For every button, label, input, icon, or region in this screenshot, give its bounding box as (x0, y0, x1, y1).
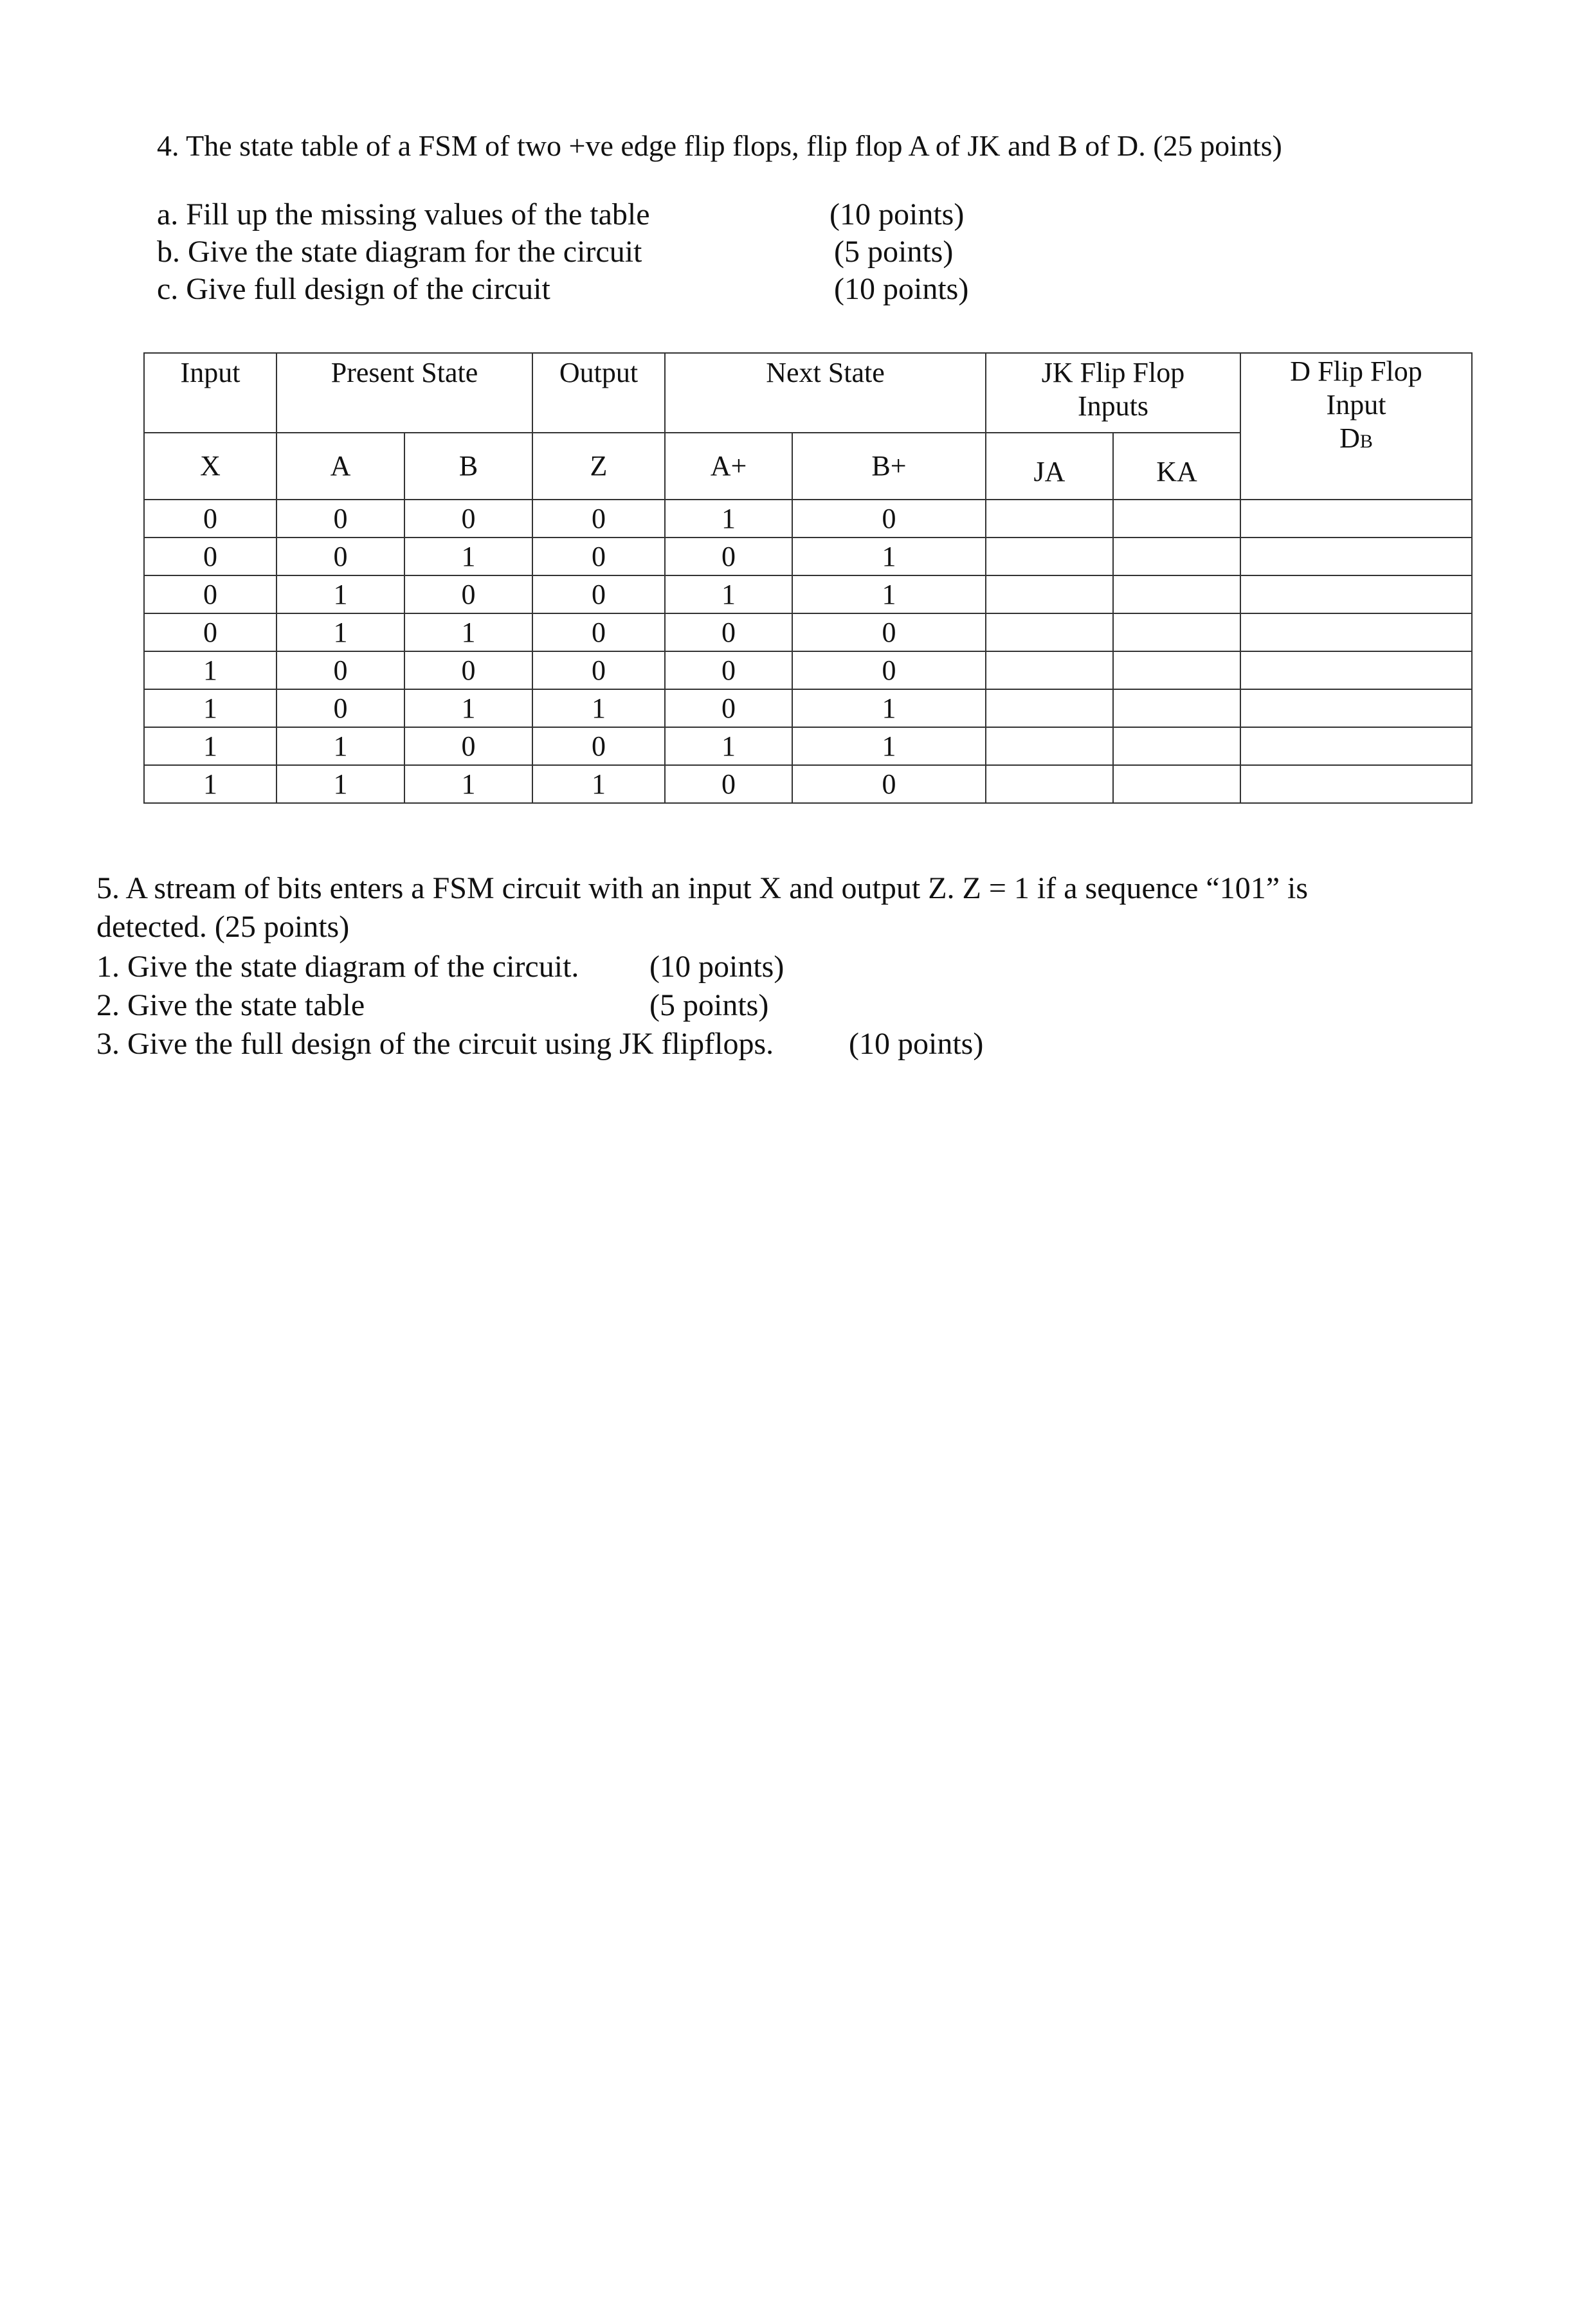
cell-a: 0 (277, 500, 404, 538)
cell-a: 1 (277, 613, 404, 651)
cell-db (1240, 689, 1472, 727)
cell-ka (1113, 727, 1240, 765)
header-present-state: Present State (277, 353, 532, 433)
header-output: Output (532, 353, 665, 433)
col-header-a: A (277, 433, 404, 500)
cell-db (1240, 575, 1472, 613)
cell-ka (1113, 538, 1240, 575)
cell-z: 0 (532, 538, 665, 575)
table-row (144, 538, 1472, 575)
header-input: Input (144, 353, 277, 433)
question-4-title: 4. The state table of a FSM of two +ve edge flip flops, flip flop A of JK and B of D. (25 points) (157, 129, 1282, 162)
state-table (143, 352, 1473, 804)
cell-db (1240, 500, 1472, 538)
cell-b: 1 (404, 613, 532, 651)
cell-a: 1 (277, 727, 404, 765)
table-group-header-row (144, 353, 1472, 433)
cell-db (1240, 538, 1472, 575)
cell-z: 1 (532, 765, 665, 803)
cell-a-next: 0 (665, 538, 792, 575)
cell-b: 1 (404, 765, 532, 803)
q5-item-2: 2. Give the state table (96, 988, 365, 1022)
q5-points-1: (10 points) (649, 950, 784, 984)
cell-b-next: 1 (792, 727, 986, 765)
cell-b-next: 0 (792, 765, 986, 803)
question-5-line1: 5. A stream of bits enters a FSM circuit with an input X and output Z. Z = 1 if a sequence “101” is (96, 871, 1309, 905)
cell-b-next: 0 (792, 651, 986, 689)
cell-b-next: 1 (792, 538, 986, 575)
header-jk-flip-flop-inputs (986, 353, 1240, 433)
cell-a-next: 0 (665, 689, 792, 727)
col-header-ja: JA (986, 433, 1113, 500)
table-row (144, 689, 1472, 727)
cell-db (1240, 765, 1472, 803)
q4-subquestion-a: a. Fill up the missing values of the table (157, 197, 650, 231)
cell-x: 1 (144, 651, 277, 689)
cell-db (1240, 613, 1472, 651)
cell-ka (1113, 651, 1240, 689)
cell-a-next: 1 (665, 575, 792, 613)
cell-a-next: 0 (665, 765, 792, 803)
cell-ka (1113, 765, 1240, 803)
cell-ja (986, 689, 1113, 727)
question-5-line2: detected. (25 points) (96, 910, 350, 944)
cell-ja (986, 651, 1113, 689)
cell-x: 1 (144, 727, 277, 765)
cell-a: 0 (277, 689, 404, 727)
cell-ja (986, 575, 1113, 613)
cell-a: 0 (277, 538, 404, 575)
cell-a: 1 (277, 765, 404, 803)
cell-b: 0 (404, 500, 532, 538)
cell-x: 0 (144, 613, 277, 651)
header-d-line1: D Flip Flop (1290, 356, 1422, 387)
q4-subquestion-c: c. Give full design of the circuit (157, 272, 550, 306)
cell-ka (1113, 500, 1240, 538)
cell-ka (1113, 575, 1240, 613)
cell-a-next: 0 (665, 613, 792, 651)
cell-b: 0 (404, 575, 532, 613)
q4-subquestion-b: b. Give the state diagram for the circuit (157, 235, 642, 269)
cell-x: 1 (144, 689, 277, 727)
table-row (144, 727, 1472, 765)
cell-b: 0 (404, 727, 532, 765)
q4-points-c: (10 points) (834, 272, 969, 306)
cell-z: 0 (532, 727, 665, 765)
cell-z: 0 (532, 575, 665, 613)
cell-a-next: 1 (665, 727, 792, 765)
cell-ka (1113, 613, 1240, 651)
cell-a-next: 1 (665, 500, 792, 538)
cell-z: 0 (532, 613, 665, 651)
cell-z: 0 (532, 651, 665, 689)
cell-ka (1113, 689, 1240, 727)
cell-z: 0 (532, 500, 665, 538)
cell-x: 0 (144, 500, 277, 538)
cell-b-next: 0 (792, 500, 986, 538)
cell-b: 1 (404, 689, 532, 727)
cell-z: 1 (532, 689, 665, 727)
table-row (144, 575, 1472, 613)
col-header-x: X (144, 433, 277, 500)
col-header-z: Z (532, 433, 665, 500)
cell-ja (986, 500, 1113, 538)
cell-b-next: 0 (792, 613, 986, 651)
header-db-label: DB (1339, 422, 1373, 454)
table-row (144, 765, 1472, 803)
cell-ja (986, 765, 1113, 803)
cell-ja (986, 727, 1113, 765)
table-row (144, 500, 1472, 538)
header-next-state: Next State (665, 353, 986, 433)
q5-points-2: (5 points) (649, 988, 769, 1022)
q5-points-3: (10 points) (849, 1027, 984, 1061)
col-header-ka: KA (1113, 433, 1240, 500)
q5-item-1: 1. Give the state diagram of the circuit. (96, 950, 579, 984)
cell-db (1240, 727, 1472, 765)
header-d-flip-flop-input (1240, 353, 1472, 500)
cell-x: 0 (144, 575, 277, 613)
cell-x: 1 (144, 765, 277, 803)
cell-b: 0 (404, 651, 532, 689)
cell-db (1240, 651, 1472, 689)
col-header-b: B (404, 433, 532, 500)
cell-ja (986, 613, 1113, 651)
q5-item-3: 3. Give the full design of the circuit using JK flipflops. (96, 1027, 774, 1061)
cell-b-next: 1 (792, 689, 986, 727)
header-jk-line1: JK Flip Flop (1041, 357, 1185, 388)
header-jk-line2: Inputs (1078, 390, 1148, 422)
cell-a: 0 (277, 651, 404, 689)
cell-x: 0 (144, 538, 277, 575)
header-d-line2: Input (1326, 389, 1386, 420)
cell-a-next: 0 (665, 651, 792, 689)
table-row (144, 651, 1472, 689)
q4-points-a: (10 points) (830, 197, 965, 231)
cell-b-next: 1 (792, 575, 986, 613)
col-header-b-next: B+ (792, 433, 986, 500)
q4-points-b: (5 points) (834, 235, 954, 269)
cell-ja (986, 538, 1113, 575)
cell-b: 1 (404, 538, 532, 575)
table-row (144, 613, 1472, 651)
cell-a: 1 (277, 575, 404, 613)
col-header-a-next: A+ (665, 433, 792, 500)
